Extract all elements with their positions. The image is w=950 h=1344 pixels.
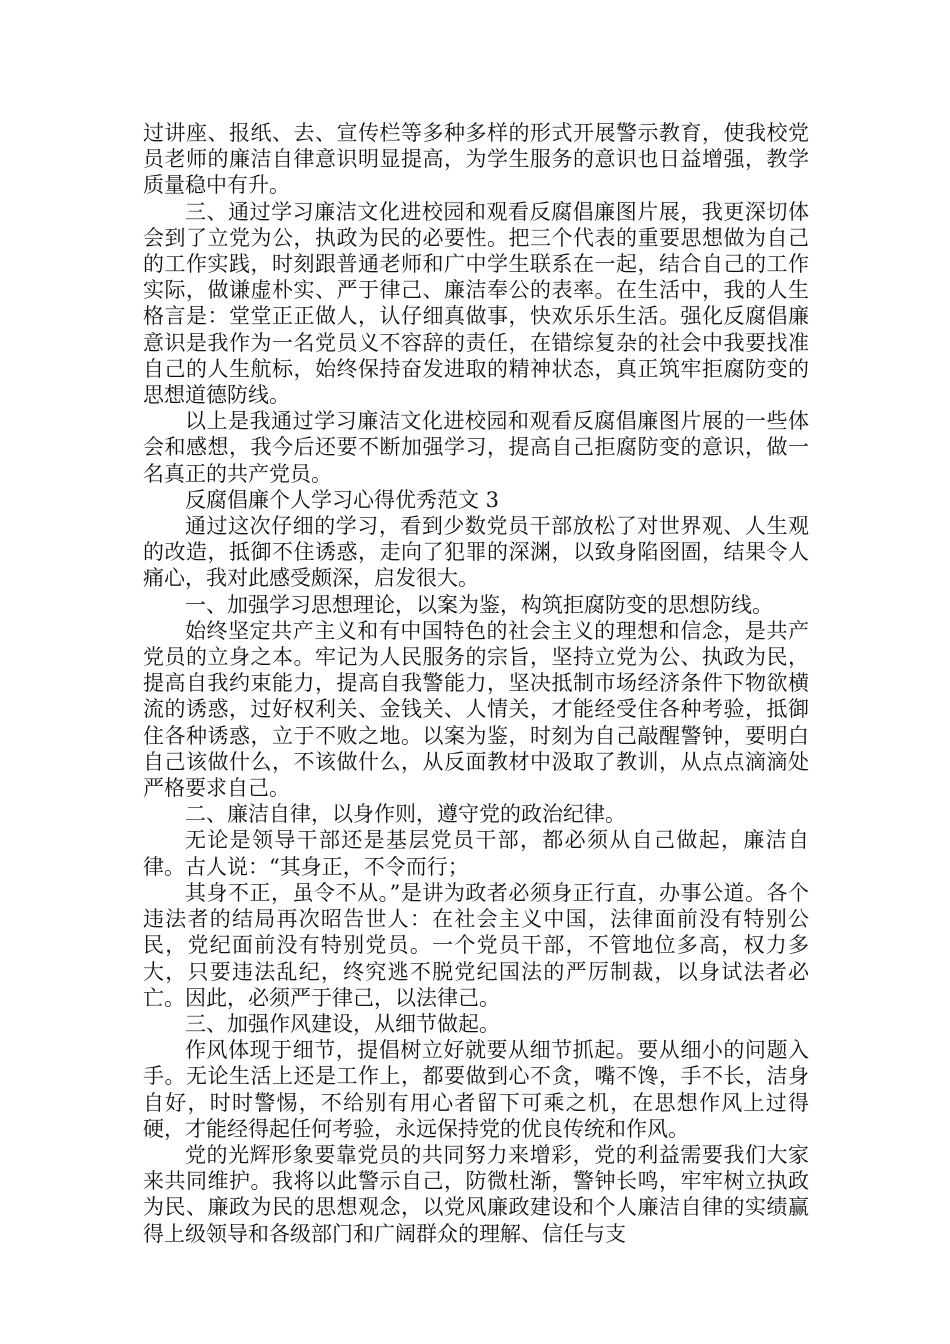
point-heading-one: 一、加强学习思想理论，以案为鉴，构筑拒腐防变的思想防线。 bbox=[185, 592, 773, 617]
section-heading: 反腐倡廉个人学习心得优秀范文 3 bbox=[185, 487, 500, 512]
document-body bbox=[143, 120, 809, 1247]
paragraph-point-three: 作风体现于细节，提倡树立好就要从细节抓起。要从细小的问题入手。无论生活上还是工作上，都要做到心不贪，嘴不馋，手不长，洁身自好，时时警惕，不给别有用心者留下可乘之机，在思想作风上过得硬，才能经得起任何考验，永远保持党的优良传统和作风。 bbox=[143, 1038, 809, 1141]
point-heading-three: 三、加强作风建设，从细节做起。 bbox=[185, 1011, 500, 1036]
paragraph-section-three: 三、通过学习廉洁文化进校园和观看反腐倡廉图片展，我更深切体会到了立党为公，执政为民的必要性。把三个代表的重要思想做为自己的工作实践，时刻跟普通老师和广中学生联系在一起，结合自己的工作实际，做谦虚朴实、严于律己、廉洁奉公的表率。在生活中，我的人生格言是：堂堂正正做人，认仔细真做事，快欢乐乐生活。强化反腐倡廉意识是我作为一名党员义不容辞的责任，在错综复杂的社会中我要找准自己的人生航标，始终保持奋发进取的精神状态，真正筑牢拒腐防变的思想道德防线。 bbox=[143, 199, 809, 408]
point-heading-two: 二、廉洁自律，以身作则，遵守党的政治纪律。 bbox=[185, 802, 626, 827]
paragraph-point-two-a: 无论是领导干部还是基层党员干部，都必须从自己做起，廉洁自律。古人说：“其身正，不令而行； bbox=[143, 828, 809, 879]
paragraph-conclusion: 以上是我通过学习廉洁文化进校园和观看反腐倡廉图片展的一些体会和感想，我今后还要不断加强学习，提高自己拒腐防变的意识，做一名真正的共产党员。 bbox=[143, 409, 809, 486]
paragraph-point-one: 始终坚定共产主义和有中国特色的社会主义的理想和信念，是共产党员的立身之本。牢记为人民服务的宗旨，坚持立党为公、执政为民，提高自我约束能力，提高自我警能力，坚决抵制市场经济条件下物欲横流的诱惑，过好权利关、金钱关、人情关，才能经受住各种考验，抵御住各种诱惑，立于不败之地。以案为鉴，时刻为自己敲醒警钟，要明白自己该做什么，不该做什么，从反面教材中汲取了教训，从点点滴滴处严格要求自己。 bbox=[143, 618, 809, 801]
paragraph-point-two-b: 其身不正，虽令不从。”是讲为政者必须身正行直，办事公道。各个违法者的结局再次昭告世人：在社会主义中国，法律面前没有特别公民，党纪面前没有特别党员。一个党员干部，不管地位多高，权力多大，只要违法乱纪，终究逃不脱党纪国法的严厉制裁，以身试法者必亡。因此，必须严于律己，以法律己。 bbox=[143, 880, 809, 1010]
paragraph-intro: 通过这次仔细的学习，看到少数党员干部放松了对世界观、人生观的改造，抵御不住诱惑，走向了犯罪的深渊，以致身陷囹圄，结果令人痛心，我对此感受颇深，启发很大。 bbox=[143, 514, 809, 591]
paragraph-continuation: 过讲座、报纸、去、宣传栏等多种多样的形式开展警示教育，使我校党员老师的廉洁自律意识明显提高，为学生服务的意识也日益增强，教学质量稳中有升。 bbox=[143, 121, 809, 198]
paragraph-closing: 党的光辉形象要靠党员的共同努力来增彩，党的利益需要我们大家来共同维护。我将以此警示自己，防微杜渐，警钟长鸣，牢牢树立执政为民、廉政为民的思想观念，以党风廉政建设和个人廉洁自律的实绩赢得上级领导和各级部门和广阔群众的理解、信任与支 bbox=[143, 1142, 809, 1246]
